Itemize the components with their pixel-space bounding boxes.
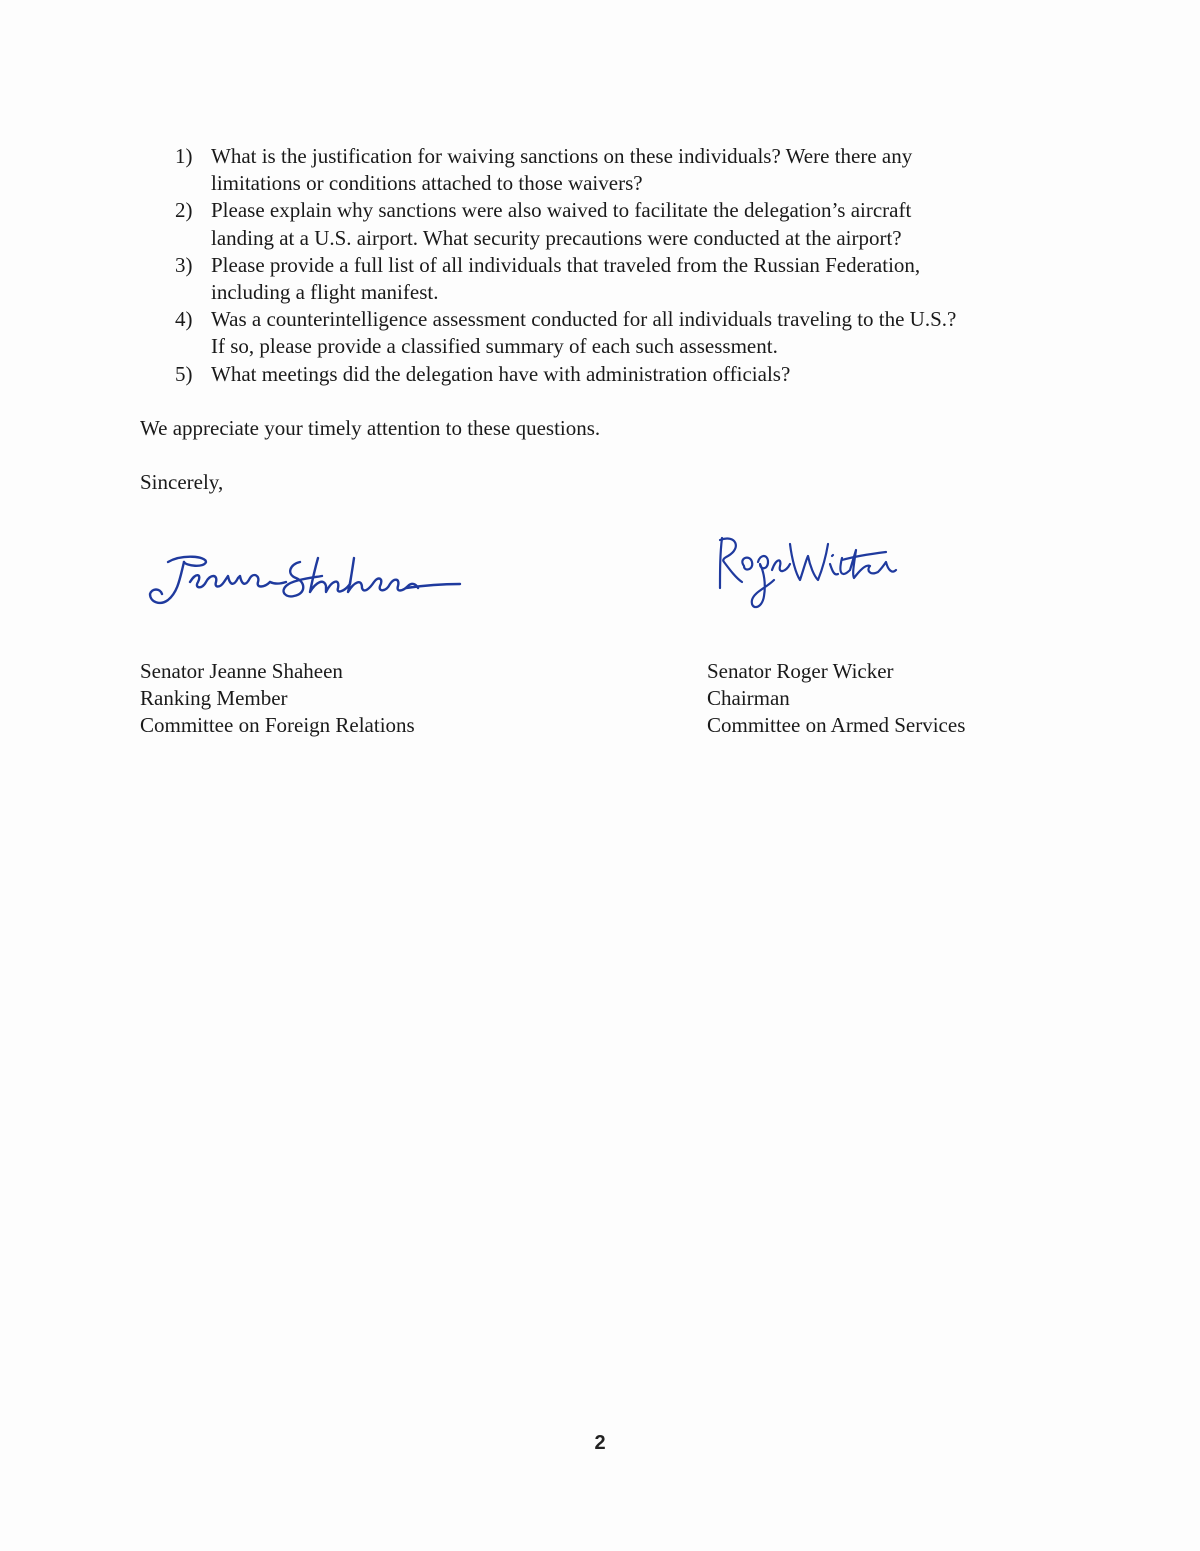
question-number: 2) <box>175 198 193 223</box>
closing-paragraph: We appreciate your timely attention to these questions. <box>140 416 601 440</box>
signer-right <box>707 658 965 740</box>
question-line: including a flight manifest. <box>211 280 439 305</box>
question-line: landing at a U.S. airport. What security precautions were conducted at the airport? <box>211 225 902 250</box>
question-number: 1) <box>175 144 193 168</box>
signature-right <box>710 530 900 616</box>
signature-left <box>140 548 470 610</box>
question-text <box>211 306 1095 360</box>
signer-right-name: Senator Roger Wicker <box>707 659 894 683</box>
question-item <box>175 197 1095 251</box>
question-item <box>175 306 1095 360</box>
signer-right-committee: Committee on Armed Services <box>707 713 966 738</box>
signature-left-drawing <box>140 548 470 610</box>
signer-left <box>140 658 415 740</box>
signer-left-name: Senator Jeanne Shaheen <box>140 659 343 683</box>
question-item <box>175 143 1095 197</box>
question-line: What is the justification for waiving sanctions on these individuals? Were there any <box>211 144 913 168</box>
question-text <box>211 361 1095 388</box>
question-item <box>175 361 1095 388</box>
question-number: 3) <box>175 252 193 277</box>
question-text <box>211 252 1095 306</box>
question-list <box>175 143 1095 388</box>
question-text <box>211 143 1095 197</box>
question-line: limitations or conditions attached to those waivers? <box>211 171 643 196</box>
question-number: 4) <box>175 307 193 332</box>
question-line: What meetings did the delegation have with administration officials? <box>211 361 791 386</box>
signer-right-title: Chairman <box>707 686 790 711</box>
question-line: If so, please provide a classified summary of each such assessment. <box>211 334 778 359</box>
signer-left-title: Ranking Member <box>140 686 288 711</box>
salutation: Sincerely, <box>140 470 224 494</box>
question-text <box>211 197 1095 251</box>
question-line: Was a counterintelligence assessment conducted for all individuals traveling to the U.S.? <box>211 307 957 332</box>
question-line: Please provide a full list of all individuals that traveled from the Russian Federation, <box>211 252 921 277</box>
question-item <box>175 252 1095 306</box>
signature-right-drawing <box>710 530 900 616</box>
question-number: 5) <box>175 361 193 386</box>
page-number: 2 <box>594 1432 606 1454</box>
signer-left-committee: Committee on Foreign Relations <box>140 713 415 738</box>
question-line: Please explain why sanctions were also waived to facilitate the delegation’s aircraft <box>211 198 912 223</box>
